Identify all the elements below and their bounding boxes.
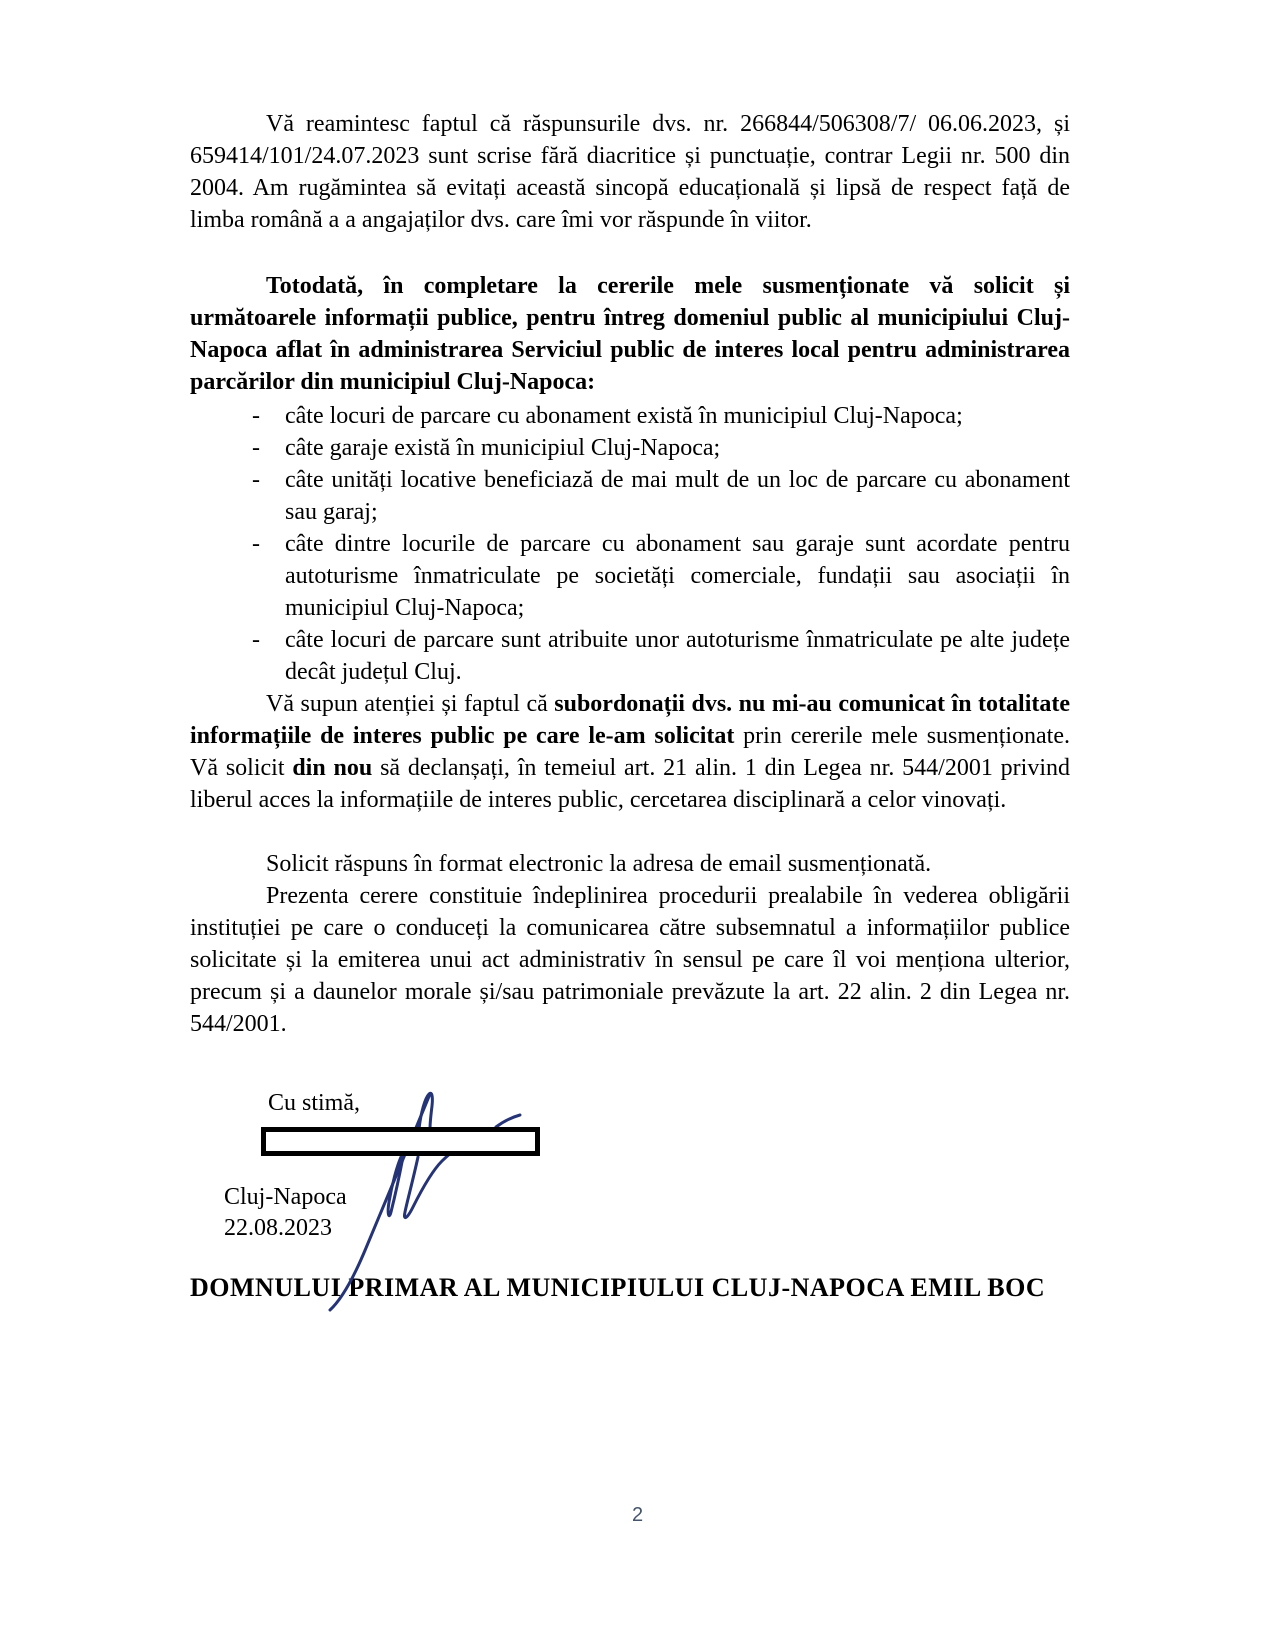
complaint-text-bold: subordonații dvs. nu mi-au comunicat în totalitate informațiile de interes public pe care le-am solicitat [190, 691, 1071, 749]
list-item-text: câte locuri de parcare cu abonament există în municipiul Cluj-Napoca; [285, 403, 963, 429]
list-item [190, 624, 1070, 688]
dash-marker: - [252, 403, 260, 429]
list-item [190, 464, 1070, 528]
paragraph-complaint [190, 688, 1070, 816]
list-item [190, 432, 1070, 464]
list-item-text: câte dintre locurile de parcare cu abonament sau garaje sunt acordate pentru autoturisme înmatriculate pe societăți comerciale, fundații sau asociații în municipiul Cluj-Napoca; [285, 531, 1070, 621]
list-item-text: câte locuri de parcare sunt atribuite unor autoturisme înmatriculate pe alte județe decât județul Cluj. [285, 627, 1070, 685]
signature-stroke-top-loop [419, 1093, 432, 1129]
list-item-text: câte garaje există în municipiul Cluj-Napoca; [285, 435, 721, 461]
paragraph-request-intro: Totodată, în completare la cererile mele susmenționate vă solicit și următoarele informații publice, pentru întreg domeniul public al municipiului Cluj-Napoca aflat în administrarea Serviciul public de interes local pentru administrarea parcărilor din municipiul Cluj-Napoca: [190, 273, 1070, 395]
dash-marker: - [252, 435, 260, 461]
complaint-text-regular: prin cererile mele susmenționate. Vă solicit [190, 723, 1070, 781]
paragraph-legal-notice: Prezenta cerere constituie îndeplinirea procedurii prealabile în vederea obligării instituției pe care o conduceți la comunicarea către subsemnatul a informațiilor publice solicitate și la emiterea unui act administrativ în sensul pe care îl voi menționa ulterior, precum și a daunelor morale și/sau patrimoniale prevăzute la art. 22 alin. 2 din Legea nr. 544/2001. [190, 883, 1070, 1037]
dash-marker: - [252, 531, 260, 557]
list-item-text: câte unități locative beneficiază de mai mult de un loc de parcare cu abonament sau garaj; [285, 467, 1070, 525]
date-line: 22.08.2023 [224, 1215, 332, 1241]
place-line: Cluj-Napoca [224, 1184, 347, 1210]
complaint-text-regular: Vă supun atenției și faptul că [266, 691, 555, 717]
signature-stroke-lower-loop-left [388, 1157, 403, 1216]
paragraph-email-request: Solicit răspuns în format electronic la adresa de email susmenționată. [266, 851, 932, 877]
dash-marker: - [252, 627, 260, 653]
list-item [190, 528, 1070, 624]
dash-marker: - [252, 467, 260, 493]
closing-salutation: Cu stimă, [268, 1090, 361, 1116]
complaint-text-regular: să declanșați, în temeiul art. 21 alin. 1 din Legea nr. 544/2001 privind liberul acces la informațiile de interes public, cercetarea disciplinară a celor vinovați. [190, 755, 1070, 813]
signature-stroke-flourish [496, 1115, 520, 1127]
complaint-text-bold: din nou [292, 755, 373, 781]
redacted-name-box [261, 1127, 540, 1156]
list-item [190, 400, 1070, 432]
addressee-line: DOMNULUI PRIMAR AL MUNICIPIULUI CLUJ-NAPOCA EMIL BOC [190, 1273, 1046, 1302]
paragraph-reminder: Vă reamintesc faptul că răspunsurile dvs. nr. 266844/506308/7/ 06.06.2023, și 659414/101/24.07.2023 sunt scrise fără diacritice și punctuație, contrar Legii nr. 500 din 2004. Am rugămintea să evitați această sincopă educațională și lipsă de respect față de limba română a a angajaților dvs. care îmi vor răspunde în viitor. [190, 111, 1070, 233]
request-list [190, 400, 1070, 688]
page-number: 2 [631, 1504, 644, 1526]
